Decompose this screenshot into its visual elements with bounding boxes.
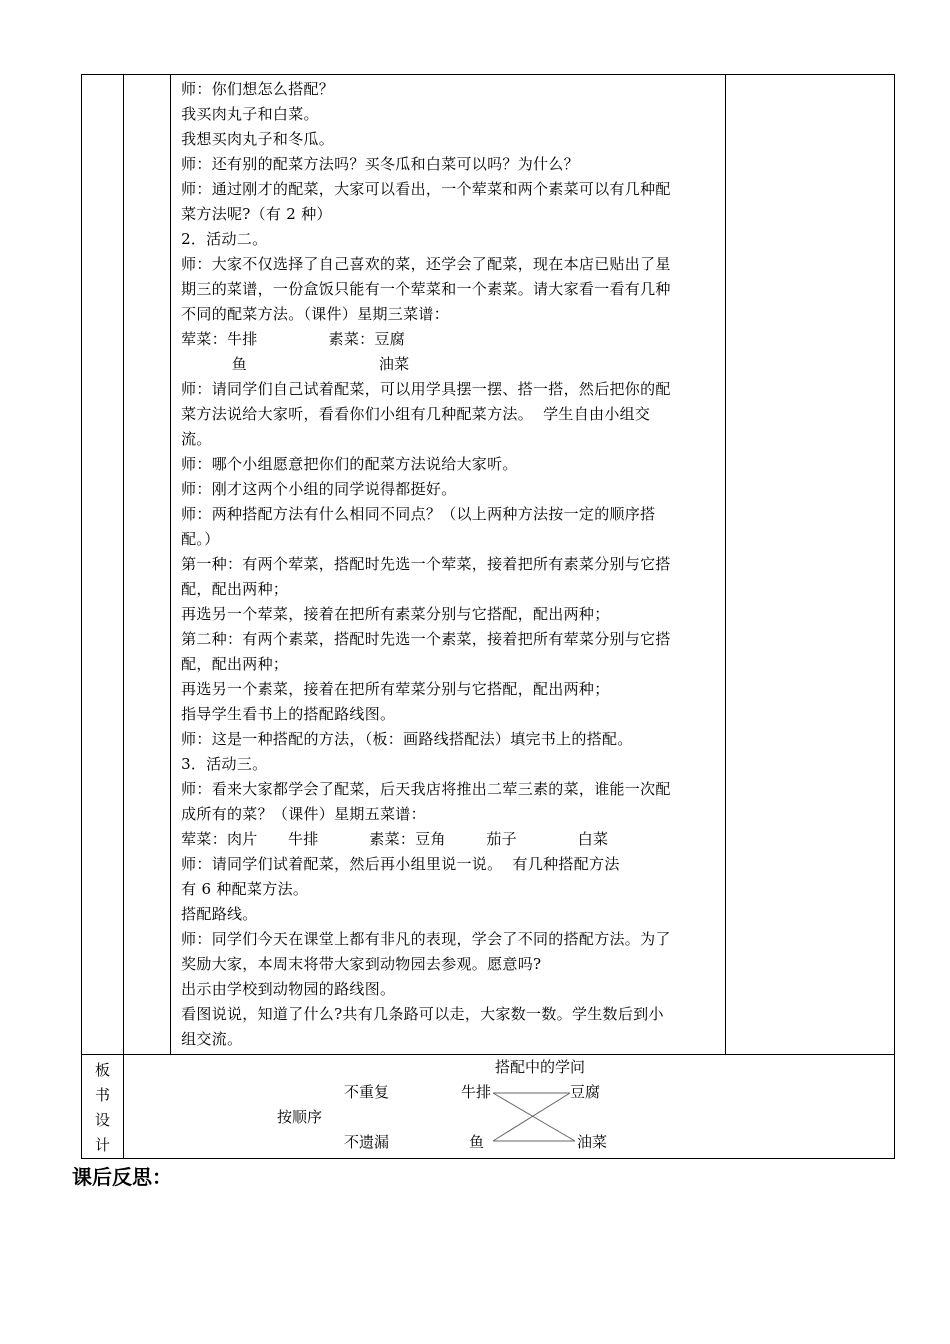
- lesson-line: 师：请同学们自己试着配菜，可以用学具摆一摆、搭一搭，然后把你的配: [181, 380, 671, 398]
- board-design-row: [82, 1055, 895, 1159]
- board-left-bottom-item: 鱼: [469, 1133, 485, 1151]
- lesson-line: 奖励大家，本周末将带大家到动物园去参观。愿意吗?: [181, 955, 542, 973]
- lesson-line: 菜方法说给大家听，看看你们小组有几种配菜方法。 学生自由小组交: [181, 405, 651, 423]
- board-label-char: 计: [95, 1136, 111, 1154]
- matching-lines-diagram: [124, 1055, 849, 1153]
- board-label-char: 书: [95, 1086, 111, 1104]
- lesson-line: 师：通过刚才的配菜，大家可以看出，一个荤菜和两个素菜可以有几种配: [181, 180, 671, 198]
- board-left-top-item: 牛排: [461, 1083, 492, 1101]
- lesson-line: 组交流。: [181, 1030, 243, 1048]
- board-label-char: 板: [95, 1061, 111, 1079]
- lesson-line: 师：看来大家都学会了配菜，后天我店将推出二荤三素的菜，谁能一次配: [181, 780, 671, 798]
- lesson-line: 师：你们想怎么搭配？: [181, 80, 335, 98]
- lesson-line: 搭配路线。: [181, 905, 258, 923]
- lesson-line: 师：两种搭配方法有什么相同不同点？（以上两种方法按一定的顺序搭: [181, 505, 656, 523]
- lesson-line: 流。: [181, 430, 212, 448]
- board-in-order: 按顺序: [277, 1108, 323, 1126]
- lesson-line: 我买肉丸子和白菜。: [181, 105, 319, 123]
- lesson-line: 第二种：有两个素菜，搭配时先选一个素菜，接着把所有荤菜分别与它搭: [181, 630, 671, 648]
- lesson-line: 看图说说，知道了什么?共有几条路可以走，大家数一数。学生数后到小: [181, 1005, 664, 1023]
- lesson-line: 师：请同学们试着配菜，然后再小组里说一说。 有几种搭配方法: [181, 855, 620, 873]
- lesson-line: 师：还有别的配菜方法吗？买冬瓜和白菜可以吗？为什么？: [181, 155, 579, 173]
- lesson-line: 再选另一个荤菜，接着在把所有素菜分别与它搭配，配出两种；: [181, 605, 610, 623]
- lesson-line: 师：哪个小组愿意把你们的配菜方法说给大家听。: [181, 455, 518, 473]
- lesson-plan-table: [81, 74, 895, 1159]
- lesson-line: 菜方法呢?（有 2 种）: [181, 205, 332, 223]
- lesson-line: 荤菜：牛排 素菜：豆腐: [181, 330, 406, 348]
- lesson-line: 我想买肉丸子和冬瓜。: [181, 130, 335, 148]
- time-cell: [124, 75, 171, 1055]
- lesson-line: 荤菜：肉片 牛排 素菜：豆角 茄子 白菜: [181, 830, 609, 848]
- teaching-content-cell: [171, 75, 726, 1055]
- lesson-lines: [181, 77, 719, 1052]
- lesson-line: 出示由学校到动物园的路线图。: [181, 980, 396, 998]
- board-design-cell: [124, 1055, 895, 1159]
- lesson-line: 有 6 种配菜方法。: [181, 880, 309, 898]
- lesson-line: 再选另一个素菜，接着在把所有荤菜分别与它搭配，配出两种；: [181, 680, 610, 698]
- process-row: [82, 75, 895, 1055]
- lesson-line: 配。）: [181, 530, 220, 548]
- lesson-line: 指导学生看书上的搭配路线图。: [181, 705, 396, 723]
- lesson-line: 鱼 油菜: [181, 355, 410, 373]
- lesson-line: 2．活动二。: [181, 230, 268, 248]
- after-class-reflection-heading: 课后反思：: [72, 1165, 172, 1189]
- lesson-line: 配，配出两种；: [181, 655, 289, 673]
- lesson-line: 师：同学们今天在课堂上都有非凡的表现，学会了不同的搭配方法。为了: [181, 930, 671, 948]
- lesson-line: 师：这是一种搭配的方法，（板：画路线搭配法）填完书上的搭配。: [181, 730, 633, 748]
- lesson-line: 师：刚才这两个小组的同学说得都挺好。: [181, 480, 457, 498]
- lesson-line: 成所有的菜？（课件）星期五菜谱：: [181, 805, 426, 823]
- lesson-line: 师：大家不仅选择了自己喜欢的菜，还学会了配菜，现在本店已贴出了星: [181, 255, 671, 273]
- lesson-line: 不同的配菜方法。（课件）星期三菜谱：: [181, 305, 449, 323]
- board-no-repeat: 不重复: [344, 1083, 390, 1101]
- lesson-line: 第一种：有两个荤菜，搭配时先选一个荤菜，接着把所有素菜分别与它搭: [181, 555, 671, 573]
- notes-cell: [725, 75, 894, 1055]
- board-design-label: [82, 1055, 124, 1159]
- lesson-line: 配，配出两种；: [181, 580, 289, 598]
- board-label-char: 设: [95, 1111, 111, 1129]
- board-no-omit: 不遗漏: [344, 1133, 390, 1151]
- stage-cell: [82, 75, 124, 1055]
- board-title: 搭配中的学问: [495, 1058, 586, 1076]
- lesson-line: 3．活动三。: [181, 755, 268, 773]
- board-right-top-item: 豆腐: [570, 1083, 601, 1101]
- lesson-line: 期三的菜谱，一份盒饭只能有一个荤菜和一个素菜。请大家看一看有几种: [181, 280, 671, 298]
- board-right-bottom-item: 油菜: [577, 1133, 608, 1151]
